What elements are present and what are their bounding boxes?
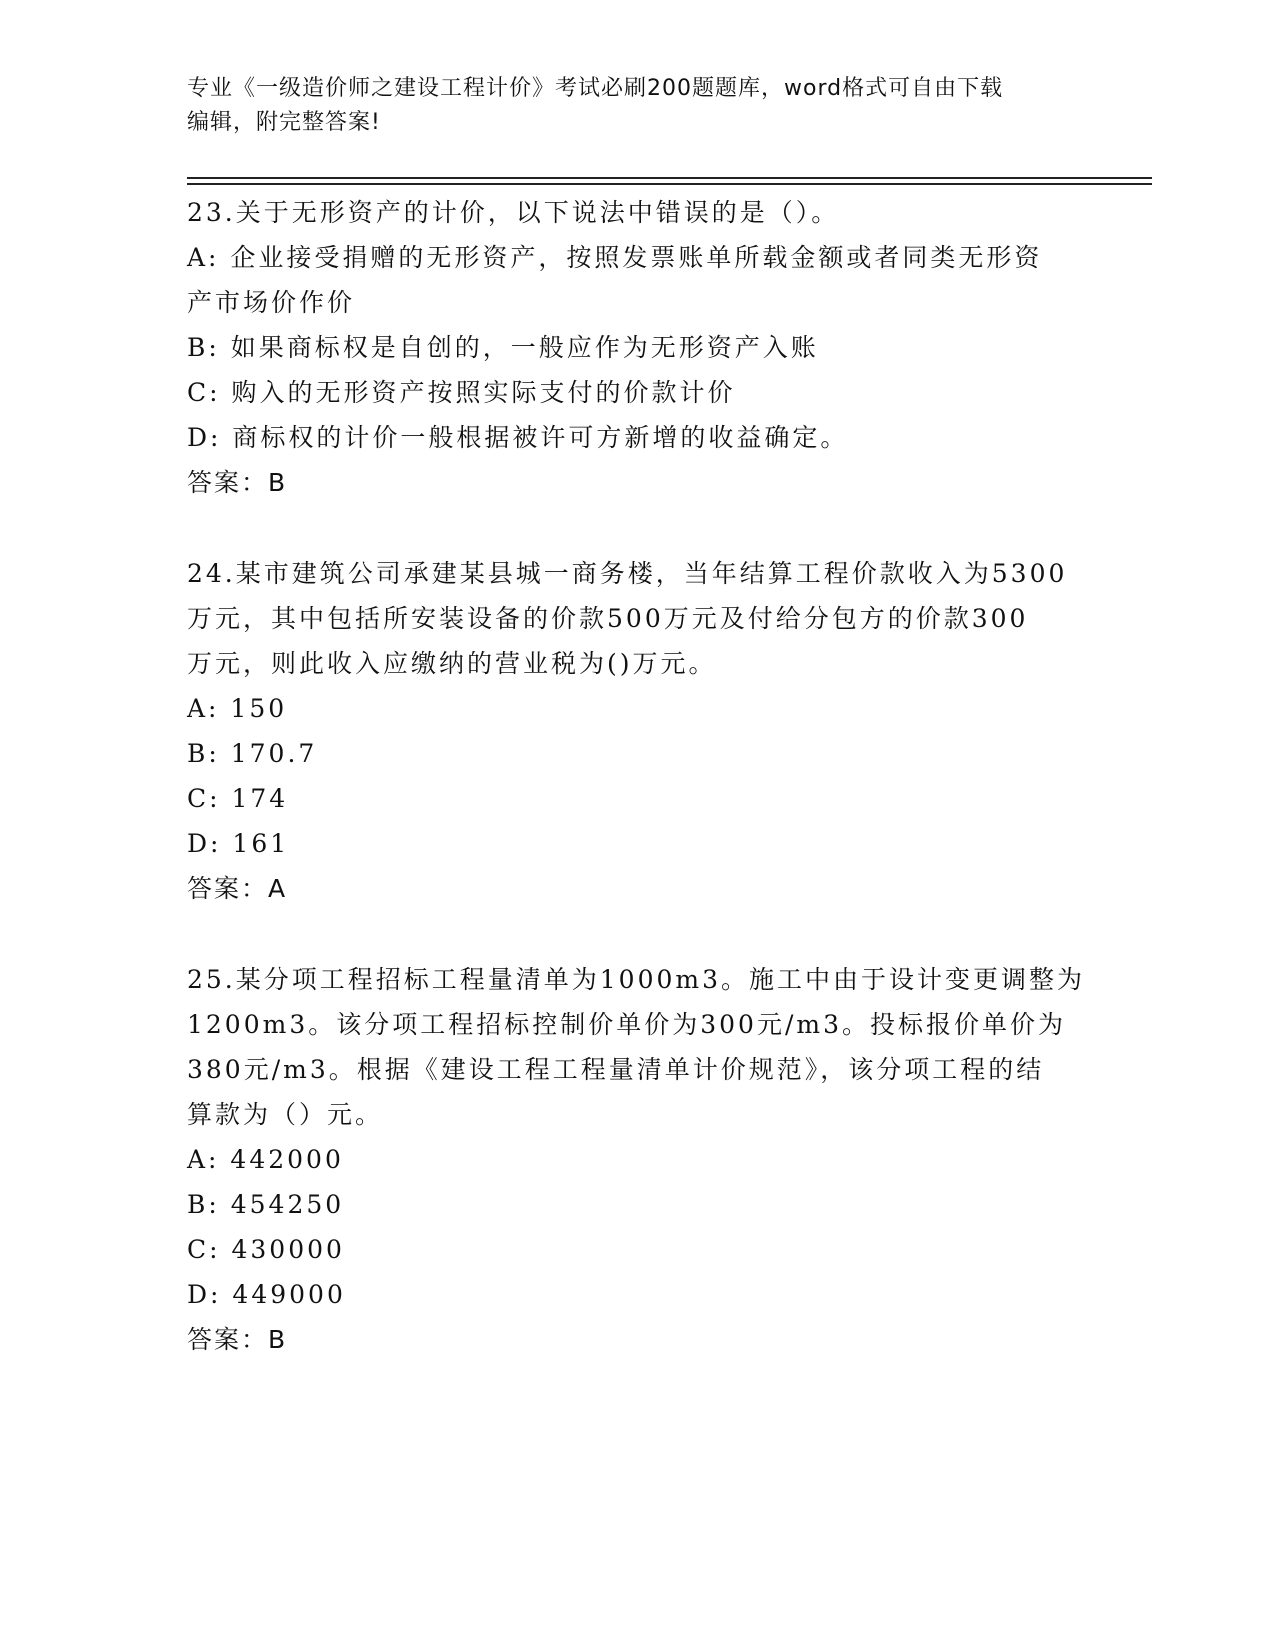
question-24 — [187, 551, 1087, 911]
question-stem: 24.某市建筑公司承建某县城一商务楼，当年结算工程价款收入为5300 万元，其中包括所安装设备的价款500万元及付给分包方的价款300 万元，则此收入应缴纳的营业税为()万元。 — [187, 559, 1068, 678]
option-c: C: 174 — [187, 784, 289, 813]
option-a: A: 企业接受捐赠的无形资产，按照发票账单所载金额或者同类无形资 产市场价作价 — [187, 243, 1043, 317]
question-stem: 25.某分项工程招标工程量清单为1000m3。施工中由于设计变更调整为 1200m3。该分项工程招标控制价单价为300元/m3。投标报价单价为 380元/m3。根据《建设工程工程量清单计价规范》，该分项工程的结 算款为（）元。 — [187, 965, 1085, 1129]
option-b: B: 如果商标权是自创的，一般应作为无形资产入账 — [187, 333, 819, 362]
question-25 — [187, 957, 1087, 1362]
answer: 答案：B — [187, 1325, 288, 1354]
option-d: D: 商标权的计价一般根据被许可方新增的收益确定。 — [187, 423, 849, 452]
option-a: A: 442000 — [187, 1145, 344, 1174]
question-list — [187, 190, 1087, 1362]
answer: 答案：A — [187, 874, 288, 903]
header-rule-top — [187, 177, 1152, 179]
option-d: D: 449000 — [187, 1280, 346, 1309]
option-d: D: 161 — [187, 829, 290, 858]
document-header — [187, 72, 1067, 140]
header-title-line-2: 编辑，附完整答案! — [187, 110, 381, 135]
option-c: C: 430000 — [187, 1235, 345, 1264]
option-c: C: 购入的无形资产按照实际支付的价款计价 — [187, 378, 736, 407]
option-a: A: 150 — [187, 694, 288, 723]
question-stem: 23.关于无形资产的计价，以下说法中错误的是（）。 — [187, 198, 840, 227]
header-title-line-1: 专业《一级造价师之建设工程计价》考试必刷200题题库，word格式可自由下载 — [187, 76, 1004, 101]
header-rule-bottom — [187, 183, 1152, 185]
question-spacer — [187, 505, 1087, 551]
question-spacer — [187, 911, 1087, 957]
answer: 答案：B — [187, 468, 288, 497]
question-23 — [187, 190, 1087, 505]
option-b: B: 170.7 — [187, 739, 318, 768]
option-b: B: 454250 — [187, 1190, 345, 1219]
